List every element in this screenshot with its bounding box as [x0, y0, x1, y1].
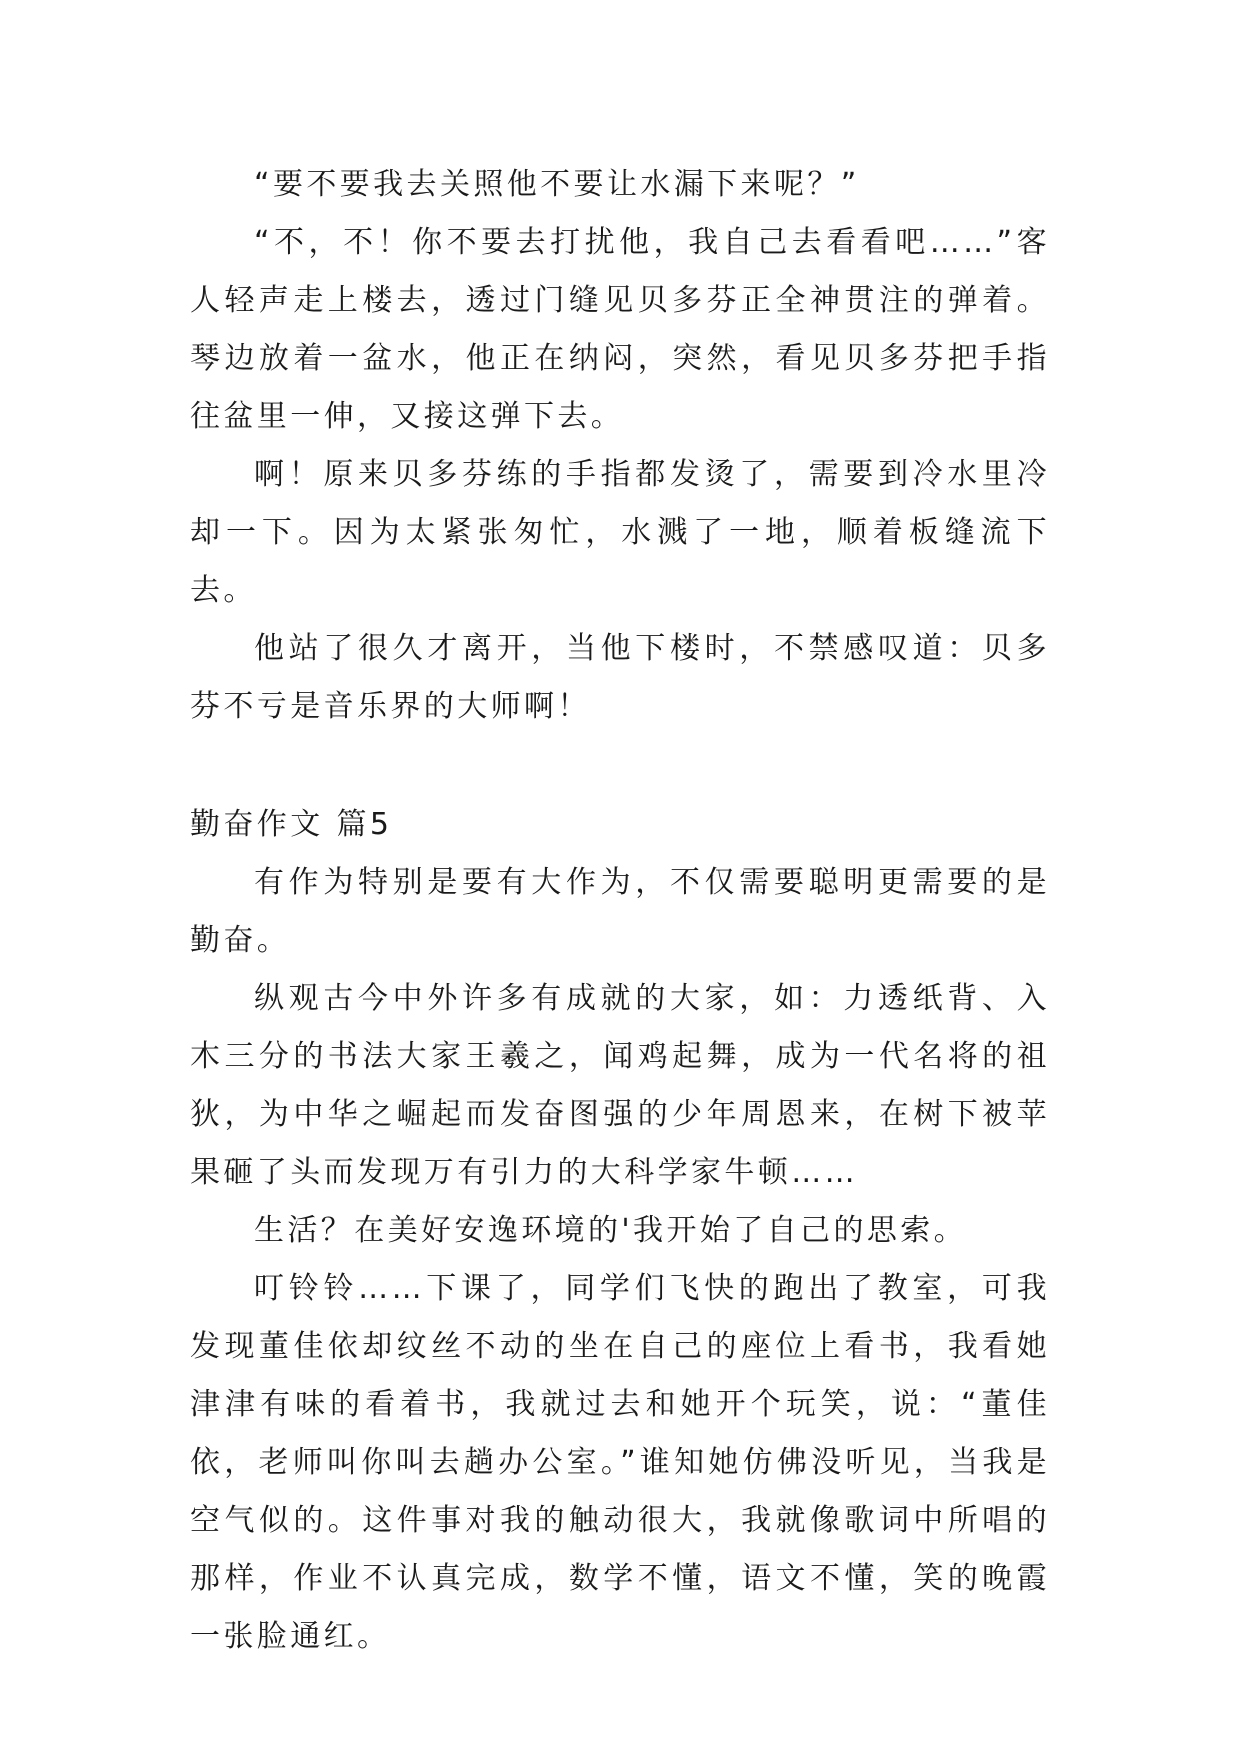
paragraph: 有作为特别是要有大作为，不仅需要聪明更需要的是勤奋。 [190, 865, 1050, 958]
section-title: 勤奋作文 篇5 [190, 807, 393, 842]
paragraph: “不，不！你不要去打扰他，我自己去看看吧……”客人轻声走上楼去，透过门缝见贝多芬正全神贯注的弹着。琴边放着一盆水，他正在纳闷，突然，看见贝多芬把手指往盆里一伸，又接这弹下去。 [190, 225, 1050, 434]
paragraph: 纵观古今中外许多有成就的大家，如：力透纸背、入木三分的书法大家王羲之，闻鸡起舞，成为一代名将的祖狄，为中华之崛起而发奋图强的少年周恩来，在树下被苹果砸了头而发现万有引力的大科学家牛顿…… [190, 981, 1050, 1190]
paragraph: 叮铃铃……下课了，同学们飞快的跑出了教室，可我发现董佳依却纹丝不动的坐在自己的座位上看书，我看她津津有味的看着书，我就过去和她开个玩笑，说：“董佳依，老师叫你叫去趟办公室。”谁知她仿佛没听见，当我是空气似的。这件事对我的触动很大，我就像歌词中所唱的那样，作业不认真完成，数学不懂，语文不懂，笑的晚霞一张脸通红。 [190, 1271, 1050, 1654]
paragraph: “要不要我去关照他不要让水漏下来呢？” [254, 167, 860, 202]
document-body [190, 156, 1050, 1666]
paragraph: 啊！原来贝多芬练的手指都发烫了，需要到冷水里冷却一下。因为太紧张匆忙，水溅了一地，顺着板缝流下去。 [190, 457, 1050, 608]
paragraph: 生活？在美好安逸环境的'我开始了自己的思索。 [254, 1213, 968, 1248]
paragraph: 他站了很久才离开，当他下楼时，不禁感叹道：贝多芬不亏是音乐界的大师啊！ [190, 631, 1050, 724]
